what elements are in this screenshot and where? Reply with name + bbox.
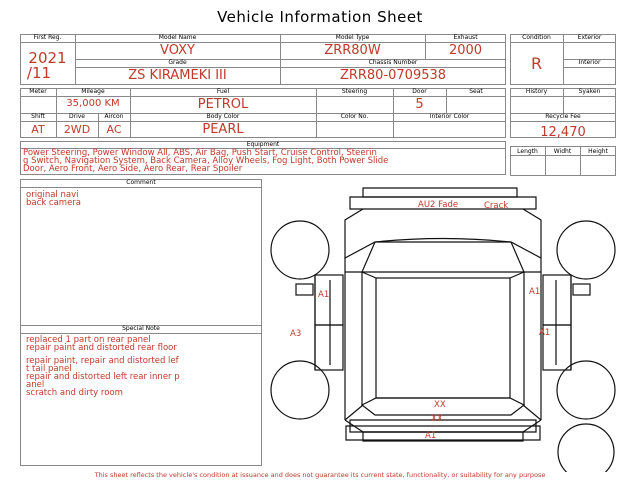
windshield [362,242,524,272]
condition-value: R [530,54,543,73]
interior-color-label: Interior Color [429,113,470,120]
history-label: History [525,88,548,95]
damage-rear-1: XX [434,400,446,410]
comment-label: Comment [126,179,156,186]
model-type-value: ZRR80W [324,43,381,58]
comment-line-2: back camera [26,198,81,208]
equipment-line-2: g Switch, Navigation System, Back Camera, Alloy Wheels, Fog Light, Both Power Slide [23,156,389,166]
chassis-number-label: Chassis Number [368,59,418,66]
first-reg-label: First Reg. [33,34,62,41]
shift-value: AT [31,123,45,136]
exhaust-label: Exhaust [453,34,478,41]
damage-right-side: A1 [539,328,551,338]
damage-front-au2: AU2 Fade [418,200,459,210]
roof [376,278,510,398]
disclaimer-footer: This sheet reflects the vehicle's condition at issuance and does not guarantee its current state, functionality, or suitability for any purpose [94,471,546,479]
interior-label: Interior [578,59,601,66]
damage-left-front: A1 [318,290,330,300]
mileage-label: Mileage [81,88,105,95]
damage-rear-2: XX [431,414,443,424]
special-note-line-6: anel [26,380,45,390]
syaken-label: Syaken [578,88,601,95]
damage-left-side: A3 [290,329,302,339]
aircon-label: Aircon [104,113,124,120]
special-note-line-3: repair paint, repair and distorted lef [26,356,179,366]
right-front-door [543,275,571,325]
aircon-value: AC [106,123,122,136]
damage-right-front: A1 [529,287,541,297]
front-left-wheel [271,221,329,279]
comment-line-1: original navi [26,190,79,200]
special-note-line-2: repair paint and distorted rear floor [26,343,177,353]
chassis-number-value: ZRR80-0709538 [339,68,447,83]
fuel-label: Fuel [216,88,230,95]
equipment-line-1: Power Steering, Power Window All, ABS, Air Bag, Push Start, Cruise Control, Steerin [23,148,377,158]
mileage-value: 35,000 KM [66,98,120,109]
left-mirror [296,284,313,295]
condition-label: Condition [522,34,551,41]
front-right-wheel [557,221,615,279]
drive-value: 2WD [63,123,91,136]
body-color-label: Body Color [206,113,240,120]
steering-label: Steering [341,88,368,95]
front-bumper-top [363,188,517,197]
exhaust-value: 2000 [448,43,483,58]
right-mirror [573,284,590,295]
special-note-label: Special Note [122,325,160,332]
exterior-label: Exterior [577,34,602,41]
model-name-label: Model Name [158,34,197,41]
width-label: Widht [553,148,572,155]
spare-wheel [558,424,614,472]
equipment-label: Equipment [246,141,280,148]
height-label: Height [588,148,608,155]
door-label: Door [412,88,427,95]
model-type-label: Model Type [335,34,370,41]
first-reg-year: 2021 [28,49,67,67]
hood [345,209,541,258]
body-color-value: PEARL [202,122,244,137]
left-front-door [315,275,343,325]
left-rear-door [315,325,343,370]
grade-value: ZS KIRAMEKI III [128,68,227,83]
drive-label: Drive [69,113,85,120]
first-reg-month: /11 [26,64,52,82]
model-name-value: VOXY [160,43,195,58]
meter-label: Meter [29,88,47,95]
special-note-line-5: repair and distorted left rear inner p [26,372,180,382]
grade-label: Grade [168,59,187,66]
color-no-label: Color No. [340,113,369,120]
rear-bumper-lower [346,426,540,440]
special-note-line-7: scratch and dirty room [26,388,123,398]
damage-rear-bumper: A1 [425,431,437,441]
equipment-line-3: Door, Aero Front, Aero Side, Aero Rear, Rear Spoiler [23,164,243,174]
seat-label: Seat [469,88,483,95]
fuel-value: PETROL [197,97,249,112]
length-label: Length [517,148,538,155]
comment-block [20,179,262,466]
damage-front-crack: Crack [484,201,509,211]
door-value: 5 [415,97,424,112]
special-note-line-4: t tail panel [26,364,72,374]
recycle-fee-label: Recycle Fee [545,113,581,120]
special-note-line-1: replaced 1 part on rear panel [26,335,151,345]
vehicle-damage-diagram [270,180,616,472]
shift-label: Shift [31,113,45,120]
page-title: Vehicle Information Sheet [217,8,423,26]
recycle-fee-value: 12,470 [540,125,586,140]
